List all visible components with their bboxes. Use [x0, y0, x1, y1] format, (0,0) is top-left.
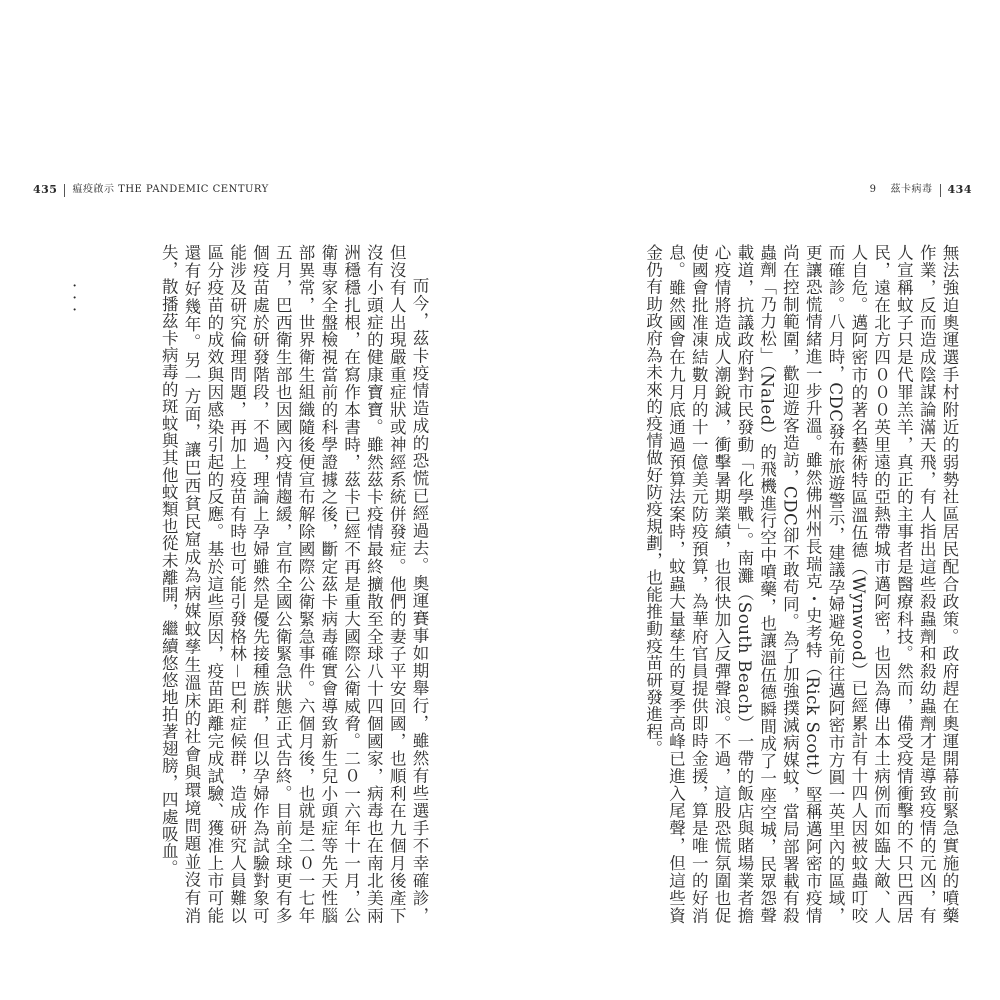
- header-separator: [64, 184, 65, 197]
- right-page-body: [560, 244, 960, 924]
- running-title: 瘟疫啟示 THE PANDEMIC CENTURY: [72, 184, 269, 195]
- left-page-header: [33, 182, 269, 198]
- left-page-number: 435: [33, 183, 58, 196]
- right-page-header: [870, 182, 972, 198]
- body-paragraph: 無法強迫奧運選手村附近的弱勢社區居民配合政策。政府趕在奧運開幕前緊急實施的噴藥作業，反而造成陰謀論滿天飛，有人指出這些殺蟲劑和殺幼蟲劑才是導致疫情的元凶，有人宣稱蚊子只是代罪羔羊，真正的主事者是醫療科技。然而，備受疫情衝擊的不只巴西居民，遠在北方四０００英里遠的亞熱帶城市邁阿密，也因為傳出本土病例而如臨大敵、人人自危。邁阿密市的著名藝術特區溫伍德（Wynwood）已經累計有十四人因被蚊蟲叮咬而確診。八月時，CDC發布旅遊警示，建議孕婦避免前往邁阿密市方圓一英里內的區域，更讓恐慌情緒進一步升溫。雖然佛州州長瑞克・史考特（Rick Scott）堅稱邁阿密市疫情尚在控制範圍，歡迎遊客造訪，CDC卻不敢苟同。為了加強撲滅病媒蚊，當局部署載有殺蟲劑「乃力松」（Naled）的飛機進行空中噴藥，也讓溫伍德瞬間成了一座空城，民眾怨聲載道，抗議政府對市民發動「化學戰」。南灘（South Beach）一帶的飯店與賭場業者擔心疫情將造成人潮銳減，衝擊暑期業績，也很快加入反彈聲浪。不過，這股恐慌氛圍也促使國會批准凍結數月的十一億美元防疫預算，為華府官員提供即時金援，算是唯一的好消息。雖然國會在九月底通過預算法案時，蚊蟲大量孳生的夏季高峰已進入尾聲，但這些資金仍有助政府為未來的疫情做好防疫規劃，也能推動疫苗研發進程。: [643, 244, 959, 924]
- right-page-number: 434: [947, 183, 972, 196]
- chapter-number: 9: [869, 184, 877, 195]
- header-separator: [940, 184, 941, 197]
- section-break-ellipsis: ．．．: [59, 283, 78, 327]
- left-page-body: [108, 244, 430, 924]
- body-paragraph: 而今，茲卡疫情造成的恐慌已經過去。奧運賽事如期舉行，雖然有些選手不幸確診，但沒有人出現嚴重症狀或神經系統併發症。他們的妻子平安回國，也順利在九個月後產下沒有小頭症的健康寶寶。雖然茲卡疫情最終擴散至全球八十四個國家，病毒也在南北美兩洲穩穩扎根，在寫作本書時，茲卡已經不再是重大國際公衛威脅。二０一六年十一月，公衛專家全盤檢視當前的科學證據之後，斷定茲卡病毒確實會導致新生兒小頭症等先天性腦部異常，世界衛生組織隨後便宣布解除國際公衛緊急事件。六個月後，也就是二０一七年五月，巴西衛生部也因國內疫情趨緩，宣布全國公衛緊急狀態正式告終。目前全球更有多個疫苗處於研發階段，不過，理論上孕婦雖然是優先接種族群，但以孕婦作為試驗對象可能涉及研究倫理問題，再加上疫苗有時也可能引發格林－巴利症候群，造成研究人員難以區分疫苗的成效與因感染引起的反應。基於這些原因，疫苗距離完成試驗、獲准上市可能還有好幾年。另一方面，讓巴西貧民窟成為病媒蚊孳生溫床的社會與環境問題並沒有消失，散播茲卡病毒的斑蚊與其他蚊類也從未離開，繼續悠悠地拍著翅膀，四處吸血。: [159, 244, 429, 924]
- chapter-title: 茲卡病毒: [890, 184, 933, 195]
